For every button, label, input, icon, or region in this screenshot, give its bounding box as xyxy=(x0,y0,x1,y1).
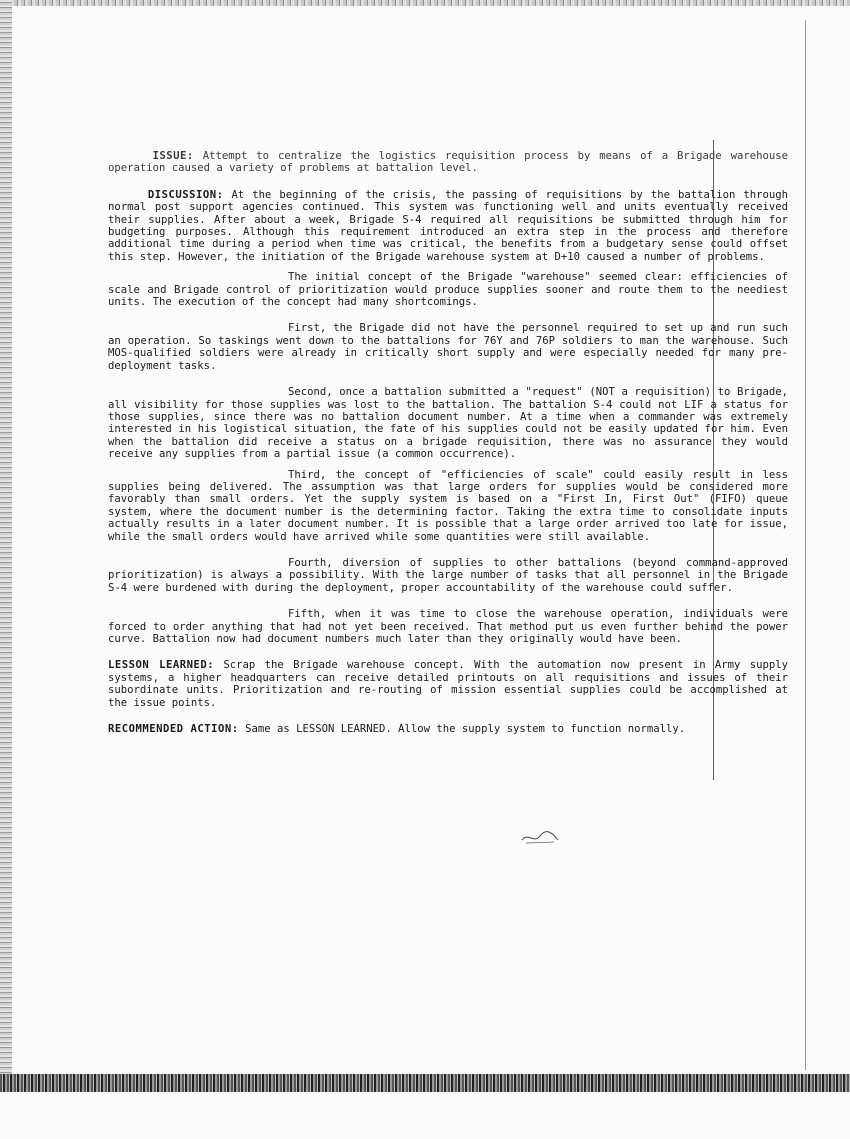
recommended-action-label: RECOMMENDED ACTION: xyxy=(108,723,239,736)
fourth-paragraph: Fourth, diversion of supplies to other battalions (beyond command-approved prioritization) is always a possibility. With the large number of tasks that all personnel in the Brigade S-4 were burdened with during the deployment, proper accountability of the warehouse could suffer. xyxy=(108,556,788,594)
handwritten-mark-icon xyxy=(520,828,560,846)
document-body xyxy=(108,150,788,743)
margin-line xyxy=(805,20,806,1070)
discussion-paragraph xyxy=(108,189,788,263)
lesson-learned-text: Scrap the Brigade warehouse concept. With the automation now present in Army supply systems, a higher headquarters can receive detailed printouts on all requisitions and issues of their subordinate units. Prioritization and re-routing of mission essential supplies could be accomplished at the issue points. xyxy=(108,659,788,709)
first-paragraph: First, the Brigade did not have the personnel required to set up and run such an operation. So taskings went down to the battalions for 76Y and 76P soldiers to man the warehouse. Such MOS-qualified soldiers were already in critically short supply and were especially needed for many pre-deployment tasks. xyxy=(108,322,788,372)
lesson-learned-label: LESSON LEARNED: xyxy=(108,659,215,672)
scan-edge-bottom xyxy=(0,1074,850,1092)
second-paragraph: Second, once a battalion submitted a "request" (NOT a requisition) to Brigade, all visibility for those supplies was lost to the battalion. The battalion S-4 could not LIF a status for those supplies, since there was no battalion document number. At a time when a commander was extremely interested in his logistical situation, the fate of his supplies could not be easily updated for him. Even when the battalion did receive a status on a brigade requisition, there was no assurance they would receive any supplies from a partial issue (a common occurrence). xyxy=(108,386,788,461)
scan-edge-top xyxy=(0,0,850,6)
recommended-action-paragraph xyxy=(108,723,788,735)
issue-label: ISSUE: xyxy=(152,150,194,162)
recommended-action-text: Same as LESSON LEARNED. Allow the supply system to function normally. xyxy=(245,723,686,736)
issue-text: Attempt to centralize the logistics requisition process by means of a Brigade warehouse operation caused a variety of problems at battalion level. xyxy=(108,150,788,175)
discussion-label: DISCUSSION: xyxy=(147,188,224,201)
lesson-learned-paragraph xyxy=(108,659,788,709)
third-paragraph: Third, the concept of "efficiencies of scale" could easily result in less supplies being delivered. The assumption was that large orders for supplies would be considered more favorably than small orders. Yet the supply system is based on a "First In, First Out" (FIFO) queue system, where the document number is the determining factor. Taking the extra time to consolidate inputs actually results in a later document number. It is possible that a large order arrived too late for issue, while the small orders would have arrived while some quantities were still available. xyxy=(108,468,788,543)
discussion-text: At the beginning of the crisis, the passing of requisitions by the battalion through normal post support agencies continued. This system was functioning well and units eventually received their supplies. After about a week, Brigade S-4 required all requisitions be submitted through him for budgeting purposes. Although this requirement introduced an extra step in the process and therefore additional time during a period when time was critical, the benefits from a budgetary sense could offset this step. However, the initiation of the Brigade warehouse system at D+10 caused a number of problems. xyxy=(108,188,789,263)
concept-paragraph: The initial concept of the Brigade "warehouse" seemed clear: efficiencies of scale and Brigade control of prioritization would produce supplies sooner and route them to the neediest units. The execution of the concept had many shortcomings. xyxy=(108,271,788,309)
issue-paragraph xyxy=(108,150,788,175)
scan-edge-left xyxy=(0,0,12,1075)
fifth-paragraph: Fifth, when it was time to close the warehouse operation, individuals were forced to order anything that had not yet been received. That method put us even further behind the power curve. Battalion now had document numbers much later than they originally would have been. xyxy=(108,608,788,645)
